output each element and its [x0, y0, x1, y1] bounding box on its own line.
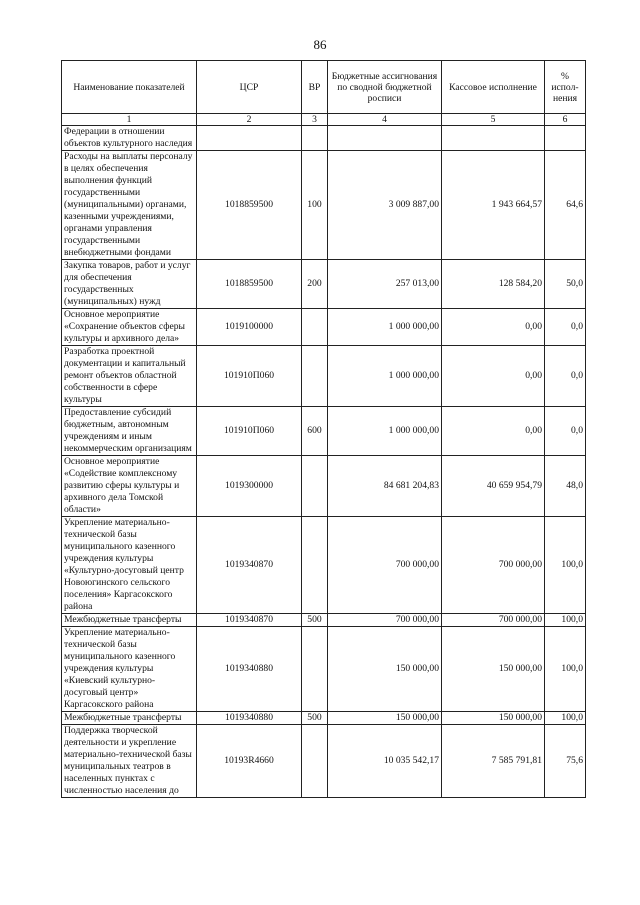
- row-budget-cell: 3 009 887,00: [328, 151, 442, 260]
- row-budget-cell: 1 000 000,00: [328, 407, 442, 456]
- column-number: 4: [328, 114, 442, 126]
- row-budget-cell: 1 000 000,00: [328, 346, 442, 407]
- row-csr-cell: 1019340880: [197, 627, 302, 712]
- row-cash-cell: 0,00: [442, 309, 545, 346]
- row-cash-cell: 7 585 791,81: [442, 725, 545, 798]
- header-name: Наименование показателей: [62, 61, 197, 114]
- row-csr-cell: 1018859500: [197, 151, 302, 260]
- row-vr-cell: 500: [302, 614, 328, 627]
- table-row: [62, 725, 586, 798]
- row-percent-cell: 100,0: [545, 614, 586, 627]
- page-number: 86: [313, 37, 327, 52]
- row-csr-cell: 1019100000: [197, 309, 302, 346]
- row-name-cell: Федерации в отношении объектов культурного наследия: [62, 126, 197, 151]
- row-percent-cell: 48,0: [545, 456, 586, 517]
- header-cash: Кассовое исполнение: [442, 61, 545, 114]
- row-percent-cell: 50,0: [545, 260, 586, 309]
- row-budget-cell: 700 000,00: [328, 614, 442, 627]
- row-csr-cell: 1019340880: [197, 712, 302, 725]
- table-row: [62, 614, 586, 627]
- row-vr-cell: 100: [302, 151, 328, 260]
- row-percent-cell: 100,0: [545, 627, 586, 712]
- header-budget: Бюджетные ассигнования по сводной бюджетной росписи: [328, 61, 442, 114]
- row-vr-cell: [302, 309, 328, 346]
- row-name-cell: Разработка проектной документации и капитальный ремонт объектов областной собственности в сфере культуры: [62, 346, 197, 407]
- row-vr-cell: 500: [302, 712, 328, 725]
- row-cash-cell: [442, 126, 545, 151]
- row-budget-cell: 150 000,00: [328, 627, 442, 712]
- row-cash-cell: 0,00: [442, 407, 545, 456]
- header-percent: % испол-нения: [545, 61, 586, 114]
- row-vr-cell: [302, 346, 328, 407]
- row-percent-cell: [545, 126, 586, 151]
- row-name-cell: Межбюджетные трансферты: [62, 712, 197, 725]
- table-body: [62, 126, 586, 798]
- row-csr-cell: 10193R4660: [197, 725, 302, 798]
- row-cash-cell: 128 584,20: [442, 260, 545, 309]
- row-vr-cell: [302, 456, 328, 517]
- table-row: [62, 309, 586, 346]
- row-percent-cell: 0,0: [545, 309, 586, 346]
- row-csr-cell: 101910П060: [197, 407, 302, 456]
- row-cash-cell: 700 000,00: [442, 614, 545, 627]
- row-vr-cell: 600: [302, 407, 328, 456]
- column-number: 1: [62, 114, 197, 126]
- row-name-cell: Укрепление материально-технической базы муниципального казенного учреждения культуры «Киевский культурно-досуговый центр» Каргасокского района: [62, 627, 197, 712]
- row-vr-cell: [302, 126, 328, 151]
- row-percent-cell: 100,0: [545, 517, 586, 614]
- table-row: [62, 260, 586, 309]
- row-percent-cell: 0,0: [545, 407, 586, 456]
- row-cash-cell: 1 943 664,57: [442, 151, 545, 260]
- row-percent-cell: 64,6: [545, 151, 586, 260]
- row-name-cell: Межбюджетные трансферты: [62, 614, 197, 627]
- row-csr-cell: 1019340870: [197, 614, 302, 627]
- row-cash-cell: 40 659 954,79: [442, 456, 545, 517]
- row-csr-cell: [197, 126, 302, 151]
- row-name-cell: Предоставление субсидий бюджетным, автономным учреждениям и иным некоммерческим организациям: [62, 407, 197, 456]
- row-percent-cell: 75,6: [545, 725, 586, 798]
- table-row: [62, 456, 586, 517]
- row-budget-cell: 1 000 000,00: [328, 309, 442, 346]
- column-number: 2: [197, 114, 302, 126]
- row-name-cell: Расходы на выплаты персоналу в целях обеспечения выполнения функций государственными (муниципальными) органами, казенными учреждениями, органами управления государственными внебюджетными фондами: [62, 151, 197, 260]
- column-number: 3: [302, 114, 328, 126]
- column-number: 6: [545, 114, 586, 126]
- row-vr-cell: [302, 627, 328, 712]
- table-row: [62, 627, 586, 712]
- row-name-cell: Закупка товаров, работ и услуг для обеспечения государственных (муниципальных) нужд: [62, 260, 197, 309]
- row-cash-cell: 0,00: [442, 346, 545, 407]
- row-vr-cell: [302, 725, 328, 798]
- table-row: [62, 151, 586, 260]
- table-row: [62, 407, 586, 456]
- row-budget-cell: 700 000,00: [328, 517, 442, 614]
- row-vr-cell: 200: [302, 260, 328, 309]
- budget-execution-table: [61, 60, 586, 798]
- table-row: [62, 712, 586, 725]
- row-name-cell: Поддержка творческой деятельности и укрепление материально-технической базы муниципальных театров в населенных пунктах с численностью населения до: [62, 725, 197, 798]
- table-row: [62, 126, 586, 151]
- header-vr: ВР: [302, 61, 328, 114]
- row-csr-cell: 1019300000: [197, 456, 302, 517]
- row-cash-cell: 150 000,00: [442, 627, 545, 712]
- header-csr: ЦСР: [197, 61, 302, 114]
- column-number: 5: [442, 114, 545, 126]
- row-cash-cell: 700 000,00: [442, 517, 545, 614]
- row-csr-cell: 1018859500: [197, 260, 302, 309]
- row-vr-cell: [302, 517, 328, 614]
- row-cash-cell: 150 000,00: [442, 712, 545, 725]
- row-csr-cell: 101910П060: [197, 346, 302, 407]
- row-budget-cell: 84 681 204,83: [328, 456, 442, 517]
- row-budget-cell: 150 000,00: [328, 712, 442, 725]
- row-budget-cell: 10 035 542,17: [328, 725, 442, 798]
- column-number-row: [62, 114, 586, 126]
- row-budget-cell: [328, 126, 442, 151]
- row-name-cell: Основное мероприятие «Содействие комплексному развитию сферы культуры и архивного дела Томской области»: [62, 456, 197, 517]
- table-row: [62, 517, 586, 614]
- row-csr-cell: 1019340870: [197, 517, 302, 614]
- row-percent-cell: 0,0: [545, 346, 586, 407]
- row-budget-cell: 257 013,00: [328, 260, 442, 309]
- row-name-cell: Основное мероприятие «Сохранение объектов сферы культуры и архивного дела»: [62, 309, 197, 346]
- row-name-cell: Укрепление материально-технической базы муниципального казенного учреждения культуры «Культурно-досуговый центр Новоюгинского сельского поселения» Каргасокского района: [62, 517, 197, 614]
- row-percent-cell: 100,0: [545, 712, 586, 725]
- table-header-row: [62, 61, 586, 114]
- table-row: [62, 346, 586, 407]
